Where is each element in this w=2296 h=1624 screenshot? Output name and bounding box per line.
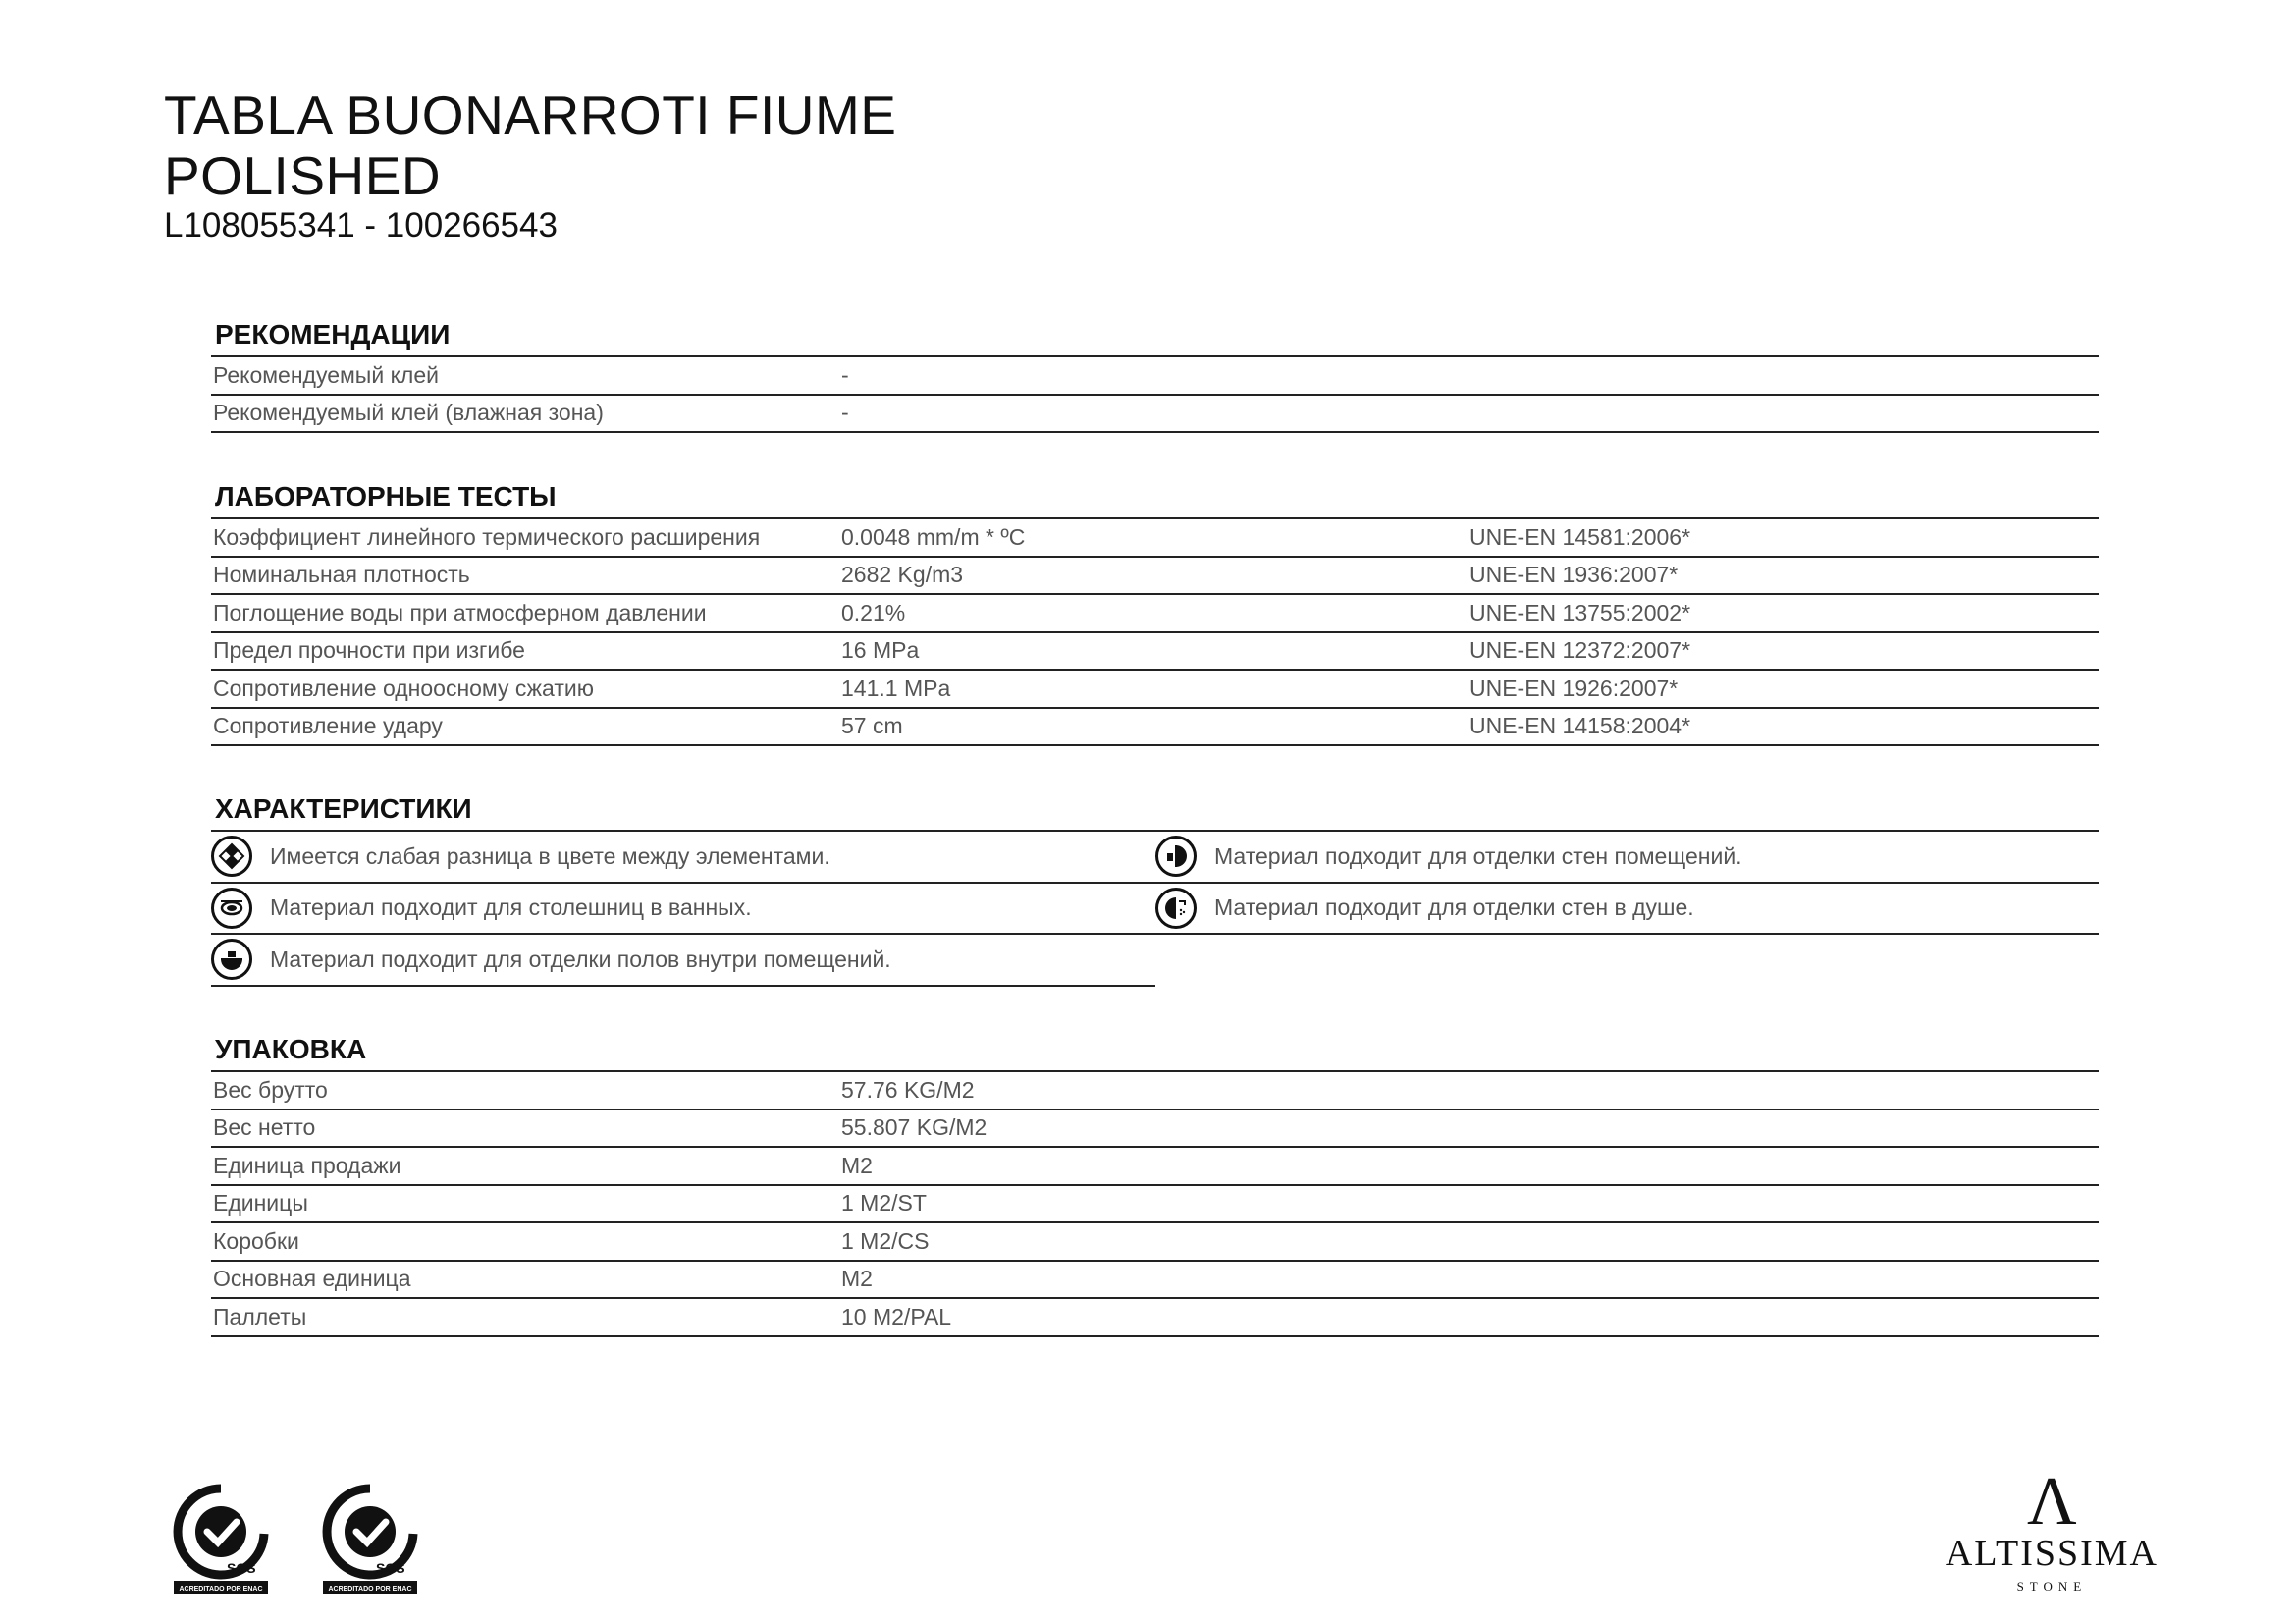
interior-floor-icon bbox=[211, 939, 252, 980]
feature-item bbox=[211, 884, 1155, 934]
row-value: 57 cm bbox=[841, 713, 903, 739]
table-row bbox=[211, 1262, 2099, 1300]
row-value: - bbox=[841, 361, 849, 388]
row-norm: UNE-EN 1926:2007* bbox=[1469, 675, 1679, 701]
product-code: L108055341 - 100266543 bbox=[164, 206, 558, 244]
row-value: 141.1 MPa bbox=[841, 675, 951, 701]
feature-item bbox=[1155, 884, 2099, 934]
feature-row bbox=[211, 935, 1155, 987]
feature-item bbox=[1155, 832, 2099, 882]
row-value: 1 M2/CS bbox=[841, 1227, 930, 1254]
row-value: 0.21% bbox=[841, 599, 906, 625]
table-row bbox=[211, 633, 2099, 672]
row-value: 16 MPa bbox=[841, 637, 920, 664]
title-line-1: TABLA BUONARROTI FIUME bbox=[164, 84, 897, 145]
row-norm: UNE-EN 1936:2007* bbox=[1469, 562, 1679, 588]
feature-text: Имеется слабая разница в цвете между элементами. bbox=[270, 842, 830, 869]
row-value: - bbox=[841, 400, 849, 426]
brand-name: ALTISSIMA bbox=[1945, 1533, 2159, 1574]
table-row bbox=[211, 396, 2099, 434]
feature-text: Материал подходит для отделки стен помещений. bbox=[1214, 842, 1742, 869]
section-title: РЕКОМЕНДАЦИИ bbox=[215, 319, 451, 350]
table-row bbox=[211, 1223, 2099, 1262]
table-row bbox=[211, 1110, 2099, 1149]
bathroom-countertop-icon bbox=[211, 888, 252, 929]
table-row bbox=[211, 1072, 2099, 1110]
svg-text:ACREDITADO POR ENAC: ACREDITADO POR ENAC bbox=[328, 1586, 412, 1593]
row-label: Рекомендуемый клей (влажная зона) bbox=[213, 400, 604, 426]
table-row bbox=[211, 1186, 2099, 1224]
color-variation-icon bbox=[211, 836, 252, 877]
row-label: Сопротивление удару bbox=[213, 713, 443, 739]
section-title: УПАКОВКА bbox=[215, 1034, 367, 1064]
feature-item bbox=[211, 832, 1155, 882]
row-value: M2 bbox=[841, 1266, 873, 1292]
row-label: Предел прочности при изгибе bbox=[213, 637, 525, 664]
row-value: M2 bbox=[841, 1152, 873, 1178]
row-value: 1 M2/ST bbox=[841, 1190, 927, 1217]
title-line-2: POLISHED bbox=[164, 145, 442, 206]
row-norm: UNE-EN 13755:2002* bbox=[1469, 599, 1691, 625]
interior-wall-icon bbox=[1155, 836, 1197, 877]
feature-text: Материал подходит для отделки полов внутри помещений. bbox=[270, 946, 891, 972]
shower-wall-icon bbox=[1155, 888, 1197, 929]
feature-item bbox=[211, 935, 1155, 985]
table-row bbox=[211, 671, 2099, 709]
row-norm: UNE-EN 14581:2006* bbox=[1469, 523, 1691, 550]
section-title: ХАРАКТЕРИСТИКИ bbox=[215, 793, 472, 824]
row-label: Вес нетто bbox=[213, 1114, 316, 1141]
row-label: Поглощение воды при атмосферном давлении bbox=[213, 599, 707, 625]
row-label: Единица продажи bbox=[213, 1152, 401, 1178]
table-row bbox=[211, 595, 2099, 633]
row-norm: UNE-EN 12372:2007* bbox=[1469, 637, 1691, 664]
feature-row bbox=[211, 884, 2099, 936]
packaging-section bbox=[211, 1029, 2099, 1337]
feature-text: Материал подходит для столешниц в ванных. bbox=[270, 894, 752, 921]
svg-text:SGS: SGS bbox=[227, 1560, 256, 1576]
row-label: Номинальная плотность bbox=[213, 562, 470, 588]
row-label: Паллеты bbox=[213, 1303, 307, 1329]
table-row bbox=[211, 1299, 2099, 1337]
product-title bbox=[164, 84, 896, 206]
row-value: 2682 Kg/m3 bbox=[841, 562, 964, 588]
row-value: 55.807 KG/M2 bbox=[841, 1114, 988, 1141]
row-value: 0.0048 mm/m * ºC bbox=[841, 523, 1026, 550]
row-label: Сопротивление одноосному сжатию bbox=[213, 675, 594, 701]
row-label: Основная единица bbox=[213, 1266, 411, 1292]
svg-text:SGS: SGS bbox=[376, 1560, 405, 1576]
row-label: Единицы bbox=[213, 1190, 308, 1217]
feature-row bbox=[211, 832, 2099, 884]
row-value: 10 M2/PAL bbox=[841, 1303, 952, 1329]
section-title: ЛАБОРАТОРНЫЕ ТЕСТЫ bbox=[215, 481, 557, 512]
row-label: Рекомендуемый клей bbox=[213, 361, 439, 388]
row-label: Коробки bbox=[213, 1227, 299, 1254]
table-row bbox=[211, 1148, 2099, 1186]
table-row bbox=[211, 709, 2099, 747]
feature-text: Материал подходит для отделки стен в душе. bbox=[1214, 894, 1694, 921]
row-value: 57.76 KG/M2 bbox=[841, 1076, 975, 1103]
table-row bbox=[211, 558, 2099, 596]
table-row bbox=[211, 357, 2099, 396]
logo-mark-icon: Λ bbox=[2027, 1464, 2077, 1540]
row-label: Вес брутто bbox=[213, 1076, 328, 1103]
recommendations-section bbox=[211, 314, 2099, 433]
row-norm: UNE-EN 14158:2004* bbox=[1469, 713, 1691, 739]
row-label: Коэффициент линейного термического расширения bbox=[213, 523, 761, 550]
brand-sub: STONE bbox=[2016, 1579, 2088, 1594]
table-row bbox=[211, 519, 2099, 558]
iso-14001-seal bbox=[172, 1483, 270, 1600]
iso-9001-seal bbox=[321, 1483, 419, 1600]
characteristics-section bbox=[211, 788, 2099, 987]
svg-text:ACREDITADO POR ENAC: ACREDITADO POR ENAC bbox=[179, 1586, 263, 1593]
altissima-logo bbox=[1945, 1464, 2159, 1595]
lab-tests-section bbox=[211, 476, 2099, 746]
